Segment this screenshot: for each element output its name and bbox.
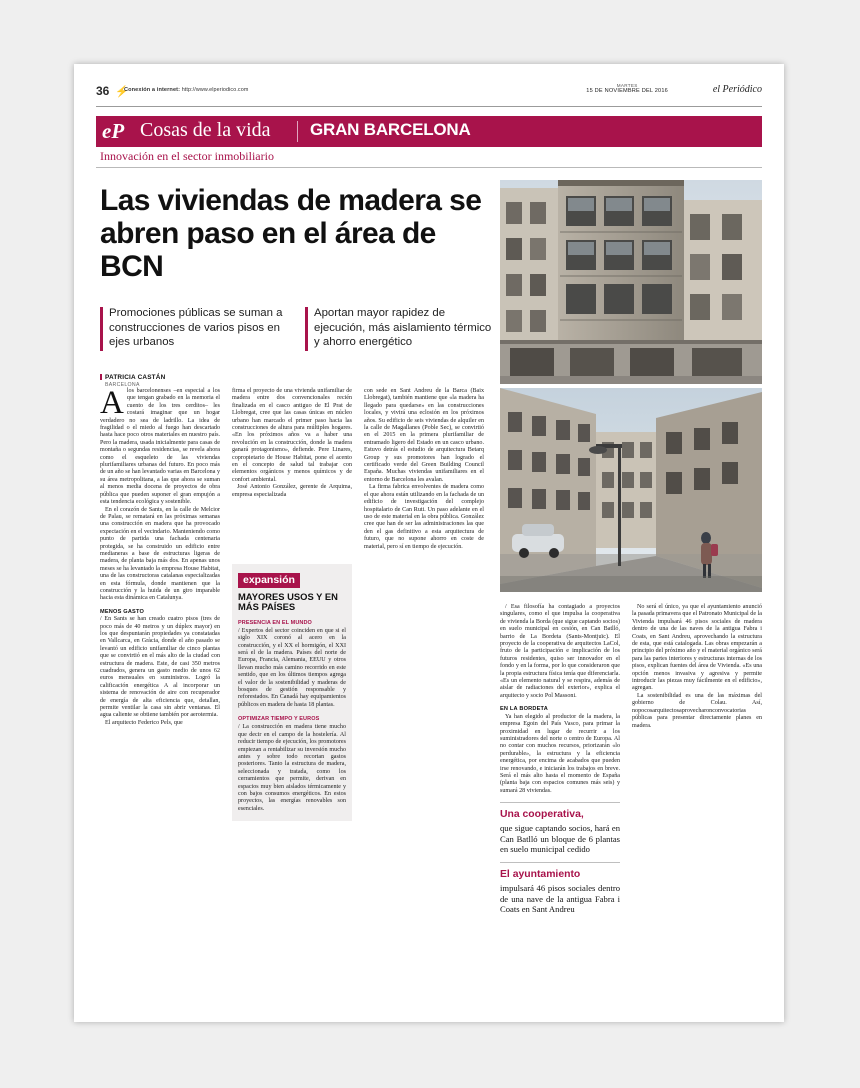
expansion-item-head: OPTIMIZAR TIEMPO Y EUROS	[238, 716, 320, 723]
page-topbar	[96, 84, 762, 107]
pullquote-title-b: El ayuntamiento	[500, 868, 581, 880]
newspaper-page	[74, 64, 784, 1022]
photo-street-scene	[500, 388, 762, 592]
divider	[500, 862, 620, 863]
byline-author: PATRICIA CASTÁN	[100, 374, 220, 381]
kicker-text: Innovación en el sector inmobiliario	[100, 149, 274, 163]
pullquote-lead-a: que sigue captando socios, hará en Can Batlló un bloque de 6 plantas en suelo municipal cedido	[500, 823, 620, 855]
folio-number: 36	[96, 84, 110, 98]
section-banner	[96, 116, 762, 147]
paragraph: los barcelonenses –en especial a los que tengan grabado en la memoria el cuento de los tres cerditos– les costará imaginar que un hogar verdadero no sea de ladrillo. La idea de fragilidad o el miedo al fuego han descartado hasta hace poco otros materiales en nuestro país. Pero la madera, usada inicialmente para casas de montaña o segundas residencias, se revela ahora como el esqueleto de las viviendas plurifamiliares urbanas del futuro. En poco más de un año se han levantado varias en Barcelona y su área metropolitana, a las que ahora se suman al menos media docena de proyectos de obra pública que pueden suponer el gran empujón a esta tendencia ecológica y sostenible.	[100, 388, 220, 506]
expansion-tag: expansión	[238, 573, 300, 588]
ep-logo: eP	[102, 119, 125, 143]
deck-group	[100, 306, 496, 350]
body-column-1	[100, 385, 220, 727]
divider	[500, 802, 620, 803]
paragraph: En el corazón de Sants, en la calle de Melcior de Palau, se rematará en las próximas semanas una construcción en madera que ha provocado expectación en el vecindario. Manteniendo como punto de partida una fachada centenaria protegida, se ha construido un edificio entre medianeras a base de estructuras ligeras de madera, de planta baja más dos. En apenas unos meses se ha levantado la empresa House Habitat, una de las constructoras catalanas especializadas en esta fórmula, donde mantienen que la construcción y la huida de un giro imparable hacia esta dinámica en Catalunya.	[100, 506, 220, 602]
kicker-bar	[96, 147, 762, 168]
deck-text: Aportan mayor rapidez de ejecución, más aislamiento térmico y ahorro energético	[314, 307, 492, 349]
expansion-item-text: / Expertos del sector coinciden en que si el siglo XIX coronó al acero en la construcción, y el XX el hormigón, el XXI será el de la madera. Países del norte de Europa, Francia, Alemania, EEUU y otros llevan mucho más camino recorrido en este sentido, que en los últimos tiempos agrega el valor de la sostenibilidad y maderas de bosques de gestión responsable y reforestados. En Canadá hay equipamientos públicos en madera de hasta 18 plantas.	[238, 627, 346, 708]
deck-item	[100, 306, 291, 350]
paragraph: / En Sants se han creado cuatro pisos (tres de poco más de 40 metros y un dúplex mayor) en los que despuntarán propiedades ya constatadas en Vallcarca, en Gràcia, donde el año pasado se levantó un edificio unifamiliar de cinco plantas que se convirtió en el más alto de la ciudad con estructura de madera. Este, de casi 350 metros cuadrados, genera un gasto medio de unos 62 euros mensuales en suministros. Logró la calificación energética A al incorporar un sistema de renovación de aire con recuperador de energía de alta eficiencia que, detallan, permite ventilar la casa sin abrir ventanas. El agua caliente se obtiene también por aerotermia.	[100, 616, 220, 719]
expansion-box	[232, 564, 352, 821]
expansion-item-text: / La construcción en madera tiene mucho que decir en el campo de la hostelería. Al reducir tiempo de ejecución, los promotores empiezan a rentabilizar su inversión mucho antes y sobre todo recortan gastos posteriores. Tanto la estructura de madera, seleccionada y tratada, como los cerramientos que permite, derivan en espacios muy bien aislados térmicamente y con bajos consumos energéticos. En estos proyectos, las energías renovables son esenciales.	[238, 724, 346, 812]
body-column-2	[232, 388, 352, 499]
paragraph: con sede en Sant Andreu de la Barca (Baix Llobregat), también mantiene que «la madera ha llegado para quedarse» en las construcciones locales, y vivirá una eclosión en los próximos años. Su edificio de seis viviendas de alquiler en la calle de Magallanes (Poble Sec), se convirtió en el 2015 en la primera plurifamiliar de entramado ligero del Estado en un casco urbano. Estuvo detrás el estudio de arquitectura Betarq Group y sus promotores han logrado el certificado verde del Green Building Council España. Muchas viviendas unifamiliares en el entorno de Barcelona les avalan.	[364, 388, 484, 483]
connect-url: http://www.elperiodico.com	[181, 87, 249, 93]
paragraph: José Antonio González, gerente de Arquima, empresa especializada	[232, 484, 352, 498]
paragraph: La firma fabrica envolventes de madera como el que ahora están utilizando en la fachada de un edificio de investigación del complejo hospitalario de Can Ruti. Un paso adelante en el uso de este material en la obra pública. González cree que han de ser las administraciones las que den el gas definitivo a esta arquitectura de futuro, que no supone ahorro en coste de material, pero sí en tiempo de ejecución.	[364, 484, 484, 550]
pullquote-lead-b: impulsará 46 pisos sociales dentro de una nave de la antigua Fabra i Coats en Sant Andreu	[500, 882, 620, 915]
expansion-title: MAYORES USOS Y EN MÁS PAÍSES	[238, 591, 338, 613]
photo-street-scene-image	[500, 388, 762, 592]
drop-cap: A	[100, 385, 124, 421]
banner-title: Cosas de la vida	[140, 119, 271, 141]
deck-item	[305, 306, 496, 350]
paragraph: / Esa filosofía ha contagiado a proyectos singulares, como el que impulsa la cooperativa de vivienda la Borda (que sigue captando socios) en suelo municipal en cesión, en Can Batlló, barrio de La Bordeta (Sants-Montjuïc). El proyecto de la cooperativa de arquitectos LaCol, fruto de la participación e implicación de los futuros residentes, quiso ser innovador en el fondo y en la forma, por lo que consideraron que la propia estructura física tenía que diferenciarla. «Es un elemento natural y se respira, además de aislar de radiaciones del exterior», explica el arquitecto y socio Pol Massoni.	[500, 604, 620, 699]
date: 15 DE NOVIEMBRE DEL 2016	[586, 88, 668, 94]
paragraph: La sostenibilidad es una de las máximas del gobierno de Colau. Así, nopocosarquitectosaprovecharonconvocatorias públicas para presentar directamente planes en madera.	[632, 692, 762, 729]
lightning-icon: ⚡	[115, 86, 129, 98]
connect-label: Conexión a internet:	[124, 87, 181, 93]
banner-divider	[297, 121, 298, 142]
byline-place: BARCELONA	[105, 382, 140, 388]
body-column-5	[632, 604, 762, 730]
body-column-4	[500, 604, 620, 915]
pullquote-title-a: Una cooperativa,	[500, 809, 584, 821]
paragraph: No será el único, ya que el ayuntamiento anunció la pasada primavera que el Patronato Municipal de la Vivienda impulsará 46 pisos sociales de madera dentro de una de las naves de la antigua Fabra i Coats, en Sant Andreu, aprovechando la estructura de esta, que está catalogada. Las obras empezarán a principio del próximo año y el material orgánico será para las partes interiores y estructuras internas de los pisos, explican fuentes del área de Vivienda. «Es una opción menos invasiva y agresiva y permite introducir las piezas muy fácilmente en el edificio», agregan.	[632, 604, 762, 692]
subhead: EN LA BORDETA	[500, 706, 548, 713]
paragraph: Ya han elegido al productor de la madera, la empresa Egoin del País Vasco, para primar la proximidad en lugar de recurrir a los suministradores del norte o centro de Europa. Al no contar con muchos recursos, priorizarán «lo perdurable», la estructura y la eficiencia energética, por encima de acabados que pueden irse renovando, e iniciarán los trabajos en breve. Será el más alto hasta el momento de España (planta baja con espacios comunes más seis) y sumará 28 viviendas.	[500, 713, 620, 794]
subhead: MENOS GASTO	[100, 608, 145, 615]
weekday: MARTES	[616, 83, 638, 88]
photo-building-facade	[500, 180, 762, 384]
body-column-3	[364, 388, 484, 551]
paragraph: firma el proyecto de una vivienda unifamiliar de madera entre dos convencionales recién finalizada en el casco antiguo de El Prat de Llobregat, cree que las casas únicas en núcleo urbano han marcado el primer paso hacia las construcciones de altura para múltiples hogares. «En los próximos años va a haber una revolución en la construcción, donde la madera ganará protagonismo», defiende. Pere Linares, copropietario de House Habitat, pone el acento en el concepto de salud tal trabajar con elementos orgánicos y menos químicos y de confort ambiental.	[232, 388, 352, 483]
paragraph: El arquitecto Federico Pels, que	[105, 719, 183, 726]
date-block	[586, 83, 668, 94]
expansion-item-head: PRESENCIA EN EL MUNDO	[238, 619, 312, 626]
masthead-logo: el Periódico	[712, 84, 762, 95]
internet-connection-label	[124, 87, 248, 93]
banner-section: GRAN BARCELONA	[310, 120, 471, 139]
photo-building-facade-image	[500, 180, 762, 384]
page-title: Las viviendas de madera se abren paso en el área de BCN	[100, 184, 482, 283]
deck-text: Promociones públicas se suman a construcciones de varios pisos en ejes urbanos	[109, 307, 283, 349]
